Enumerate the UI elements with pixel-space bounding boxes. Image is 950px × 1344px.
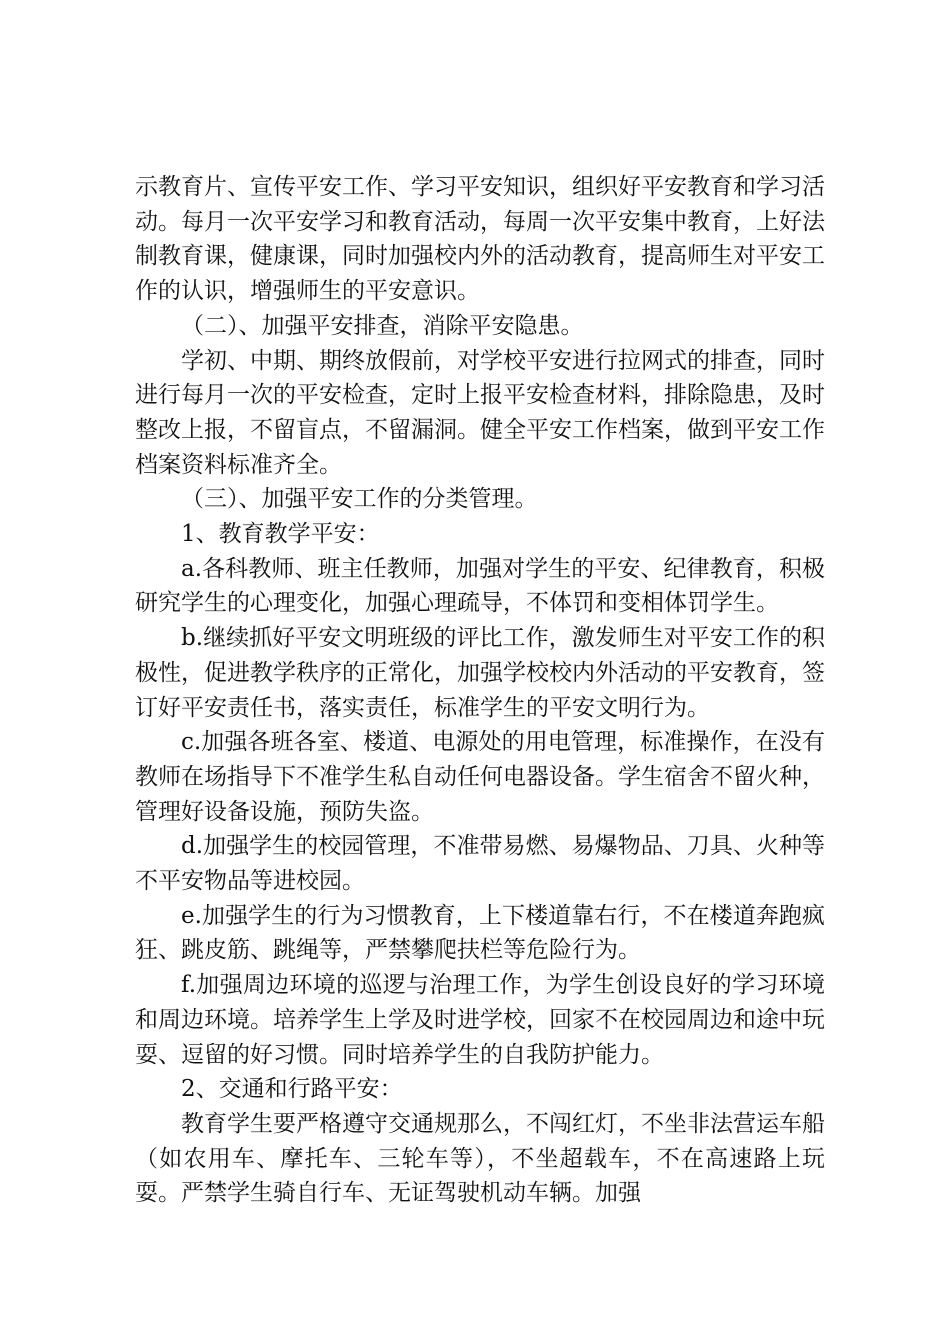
paragraph-safety-education-continued: 示教育片、宣传平安工作、学习平安知识，组织好平安教育和学习活动。每月一次平安学习和教育活动，每周一次平安集中教育，上好法制教育课，健康课，同时加强校内外的活动教育，提高师生对平安工作的认识，增强师生的平安意识。 xyxy=(135,174,825,305)
paragraph-traffic-safety: 教育学生要严格遵守交通规那么，不闯红灯，不坐非法营运车船（如农用车、摩托车、三轮车等），不坐超载车，不在高速路上玩耍。严禁学生骑自行车、无证驾驶机动车辆。加强 xyxy=(135,1110,825,1207)
document-body xyxy=(135,170,825,1211)
section-heading-inspection: （二）、加强平安排查，消除平安隐患。 xyxy=(181,312,584,339)
list-item-d: d.加强学生的校园管理，不准带易燃、易爆物品、刀具、火种等不平安物品等进校园。 xyxy=(135,833,825,895)
list-item-e: e.加强学生的行为习惯教育，上下楼道靠右行，不在楼道奔跑疯狂、跳皮筋、跳绳等，严禁攀爬扶栏等危险行为。 xyxy=(135,902,825,964)
paragraph-inspection: 学初、中期、期终放假前，对学校平安进行拉网式的排查，同时进行每月一次的平安检查，定时上报平安检查材料，排除隐患，及时整改上报，不留盲点，不留漏洞。健全平安工作档案，做到平安工作档案资料标准齐全。 xyxy=(135,347,825,478)
list-item-b: b.继续抓好平安文明班级的评比工作，激发师生对平安工作的积极性，促进教学秩序的正常化，加强学校校内外活动的平安教育，签订好平安责任书，落实责任，标准学生的平安文明行为。 xyxy=(135,625,825,721)
section-heading-classified-management: （三）、加强平安工作的分类管理。 xyxy=(181,486,538,513)
subheading-teaching-safety: 1、教育教学平安： xyxy=(181,521,380,548)
list-item-a: a.各科教师、班主任教师，加强对学生的平安、纪律教育，积极研究学生的心理变化，加强心理疏导，不体罚和变相体罚学生。 xyxy=(135,555,825,617)
subheading-traffic-safety: 2、交通和行路平安： xyxy=(181,1076,403,1103)
list-item-f: f.加强周边环境的巡逻与治理工作，为学生创设良好的学习环境和周边环境。培养学生上学及时进学校，回家不在校园周边和途中玩耍、逗留的好习惯。同时培养学生的自我防护能力。 xyxy=(135,972,825,1068)
list-item-c: c.加强各班各室、楼道、电源处的用电管理，标准操作，在没有教师在场指导下不准学生私自动任何电器设备。学生宿舍不留火种，管理好设备设施，预防失盗。 xyxy=(135,729,825,825)
